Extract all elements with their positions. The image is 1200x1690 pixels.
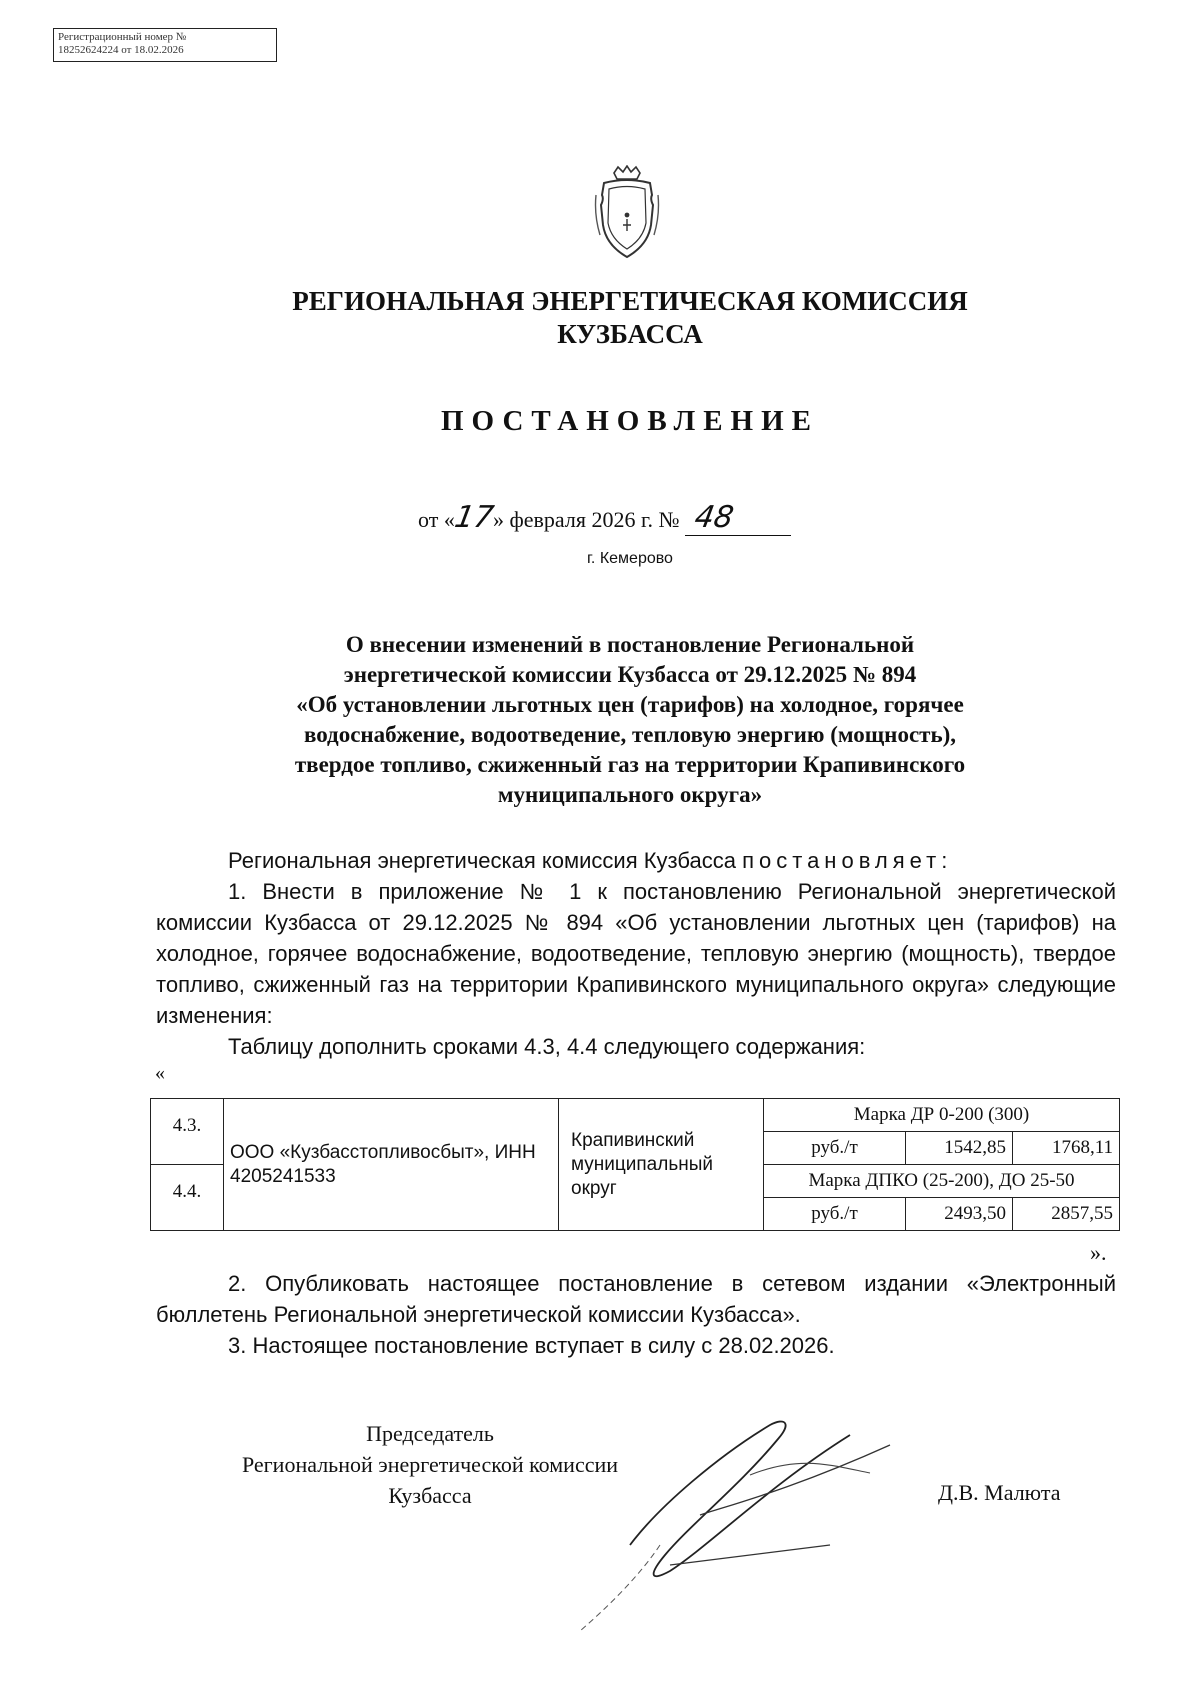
subject-line: «Об установлении льготных цен (тарифов) на холодное, горячее	[296, 692, 964, 717]
signatory-name: Д.В. Малюта	[938, 1480, 1061, 1505]
document-number: 48	[691, 500, 737, 535]
date-month-year: » февраля 2026 г. №	[493, 507, 680, 532]
document-type: ПОСТАНОВЛЕНИЕ	[440, 405, 819, 437]
item-1-paragraph: 1. Внести в приложение № 1 к постановлению Региональной энергетической комиссии Кузбасса от 29.12.2025 № 894 «Об установлении льготных цен (тарифов) на холодное, горячее водоснабжение, водоотведение, тепловую энергию (мощность), твердое топливо, сжиженный газ на территории Крапивинского муниципального округа» следующие изменения:	[156, 879, 1116, 1028]
subject-line: твердое топливо, сжиженный газ на территории Крапивинского	[294, 752, 966, 777]
registration-label: Регистрационный номер №	[58, 31, 187, 43]
document-city: г. Кемерово	[587, 550, 673, 567]
signatory-title-line: Председатель	[366, 1421, 494, 1446]
quote-close-mark: ».	[1090, 1240, 1107, 1265]
price-cell: 1542,85	[906, 1132, 1013, 1165]
registration-stamp	[53, 28, 277, 62]
document-subject	[180, 630, 1080, 810]
tariff-table	[150, 1098, 1120, 1231]
organization-title	[180, 285, 1080, 351]
intro-verb: постановляет:	[742, 848, 953, 873]
table-intro-paragraph: Таблицу дополнить сроками 4.3, 4.4 следующего содержания:	[228, 1034, 866, 1059]
organization-cell: ООО «Кузбасстопливосбыт», ИНН 4205241533	[224, 1099, 559, 1231]
table-row	[151, 1099, 1120, 1132]
document-body-continued	[156, 1268, 1116, 1361]
coat-of-arms-icon	[590, 165, 664, 261]
signatory-title-line: Кузбасса	[388, 1483, 472, 1508]
handwritten-signature	[570, 1395, 930, 1635]
organization-title-line: РЕГИОНАЛЬНАЯ ЭНЕРГЕТИЧЕСКАЯ КОМИССИЯ	[292, 286, 968, 316]
item-2-paragraph: 2. Опубликовать настоящее постановление в сетевом издании «Электронный бюллетень Региональной энергетической комиссии Кузбасса».	[156, 1271, 1116, 1327]
document-date-line	[418, 500, 791, 536]
date-day: 17	[451, 500, 497, 535]
document-number-field	[685, 500, 791, 536]
fuel-mark-cell: Марка ДПКО (25-200), ДО 25-50	[764, 1165, 1120, 1198]
registration-number: 18252624224 от 18.02.2026	[58, 44, 184, 56]
subject-line: энергетической комиссии Кузбасса от 29.12.2025 № 894	[343, 662, 917, 687]
intro-main: Региональная энергетическая комиссия Кузбасса	[228, 848, 736, 873]
price-cell: 2493,50	[906, 1198, 1013, 1231]
signatory-title-line: Региональной энергетической комиссии	[241, 1452, 619, 1477]
price-cell: 2857,55	[1013, 1198, 1120, 1231]
area-cell: Крапивинский муниципальный округ	[559, 1099, 764, 1231]
unit-cell: руб./т	[764, 1198, 906, 1231]
organization-title-line: КУЗБАССА	[557, 319, 703, 349]
quote-open-mark: «	[155, 1062, 165, 1084]
unit-cell: руб./т	[764, 1132, 906, 1165]
row-number: 4.4.	[151, 1165, 224, 1231]
price-cell: 1768,11	[1013, 1132, 1120, 1165]
intro-paragraph	[156, 845, 1116, 876]
subject-line: водоснабжение, водоотведение, тепловую энергию (мощность),	[303, 722, 957, 747]
row-number: 4.3.	[151, 1099, 224, 1165]
item-3-paragraph: 3. Настоящее постановление вступает в силу с 28.02.2026.	[228, 1333, 835, 1358]
subject-line: муниципального округа»	[497, 782, 763, 807]
subject-line: О внесении изменений в постановление Региональной	[345, 632, 915, 657]
fuel-mark-cell: Марка ДР 0-200 (300)	[764, 1099, 1120, 1132]
date-prefix: от «	[418, 507, 455, 532]
document-body	[156, 845, 1116, 1062]
